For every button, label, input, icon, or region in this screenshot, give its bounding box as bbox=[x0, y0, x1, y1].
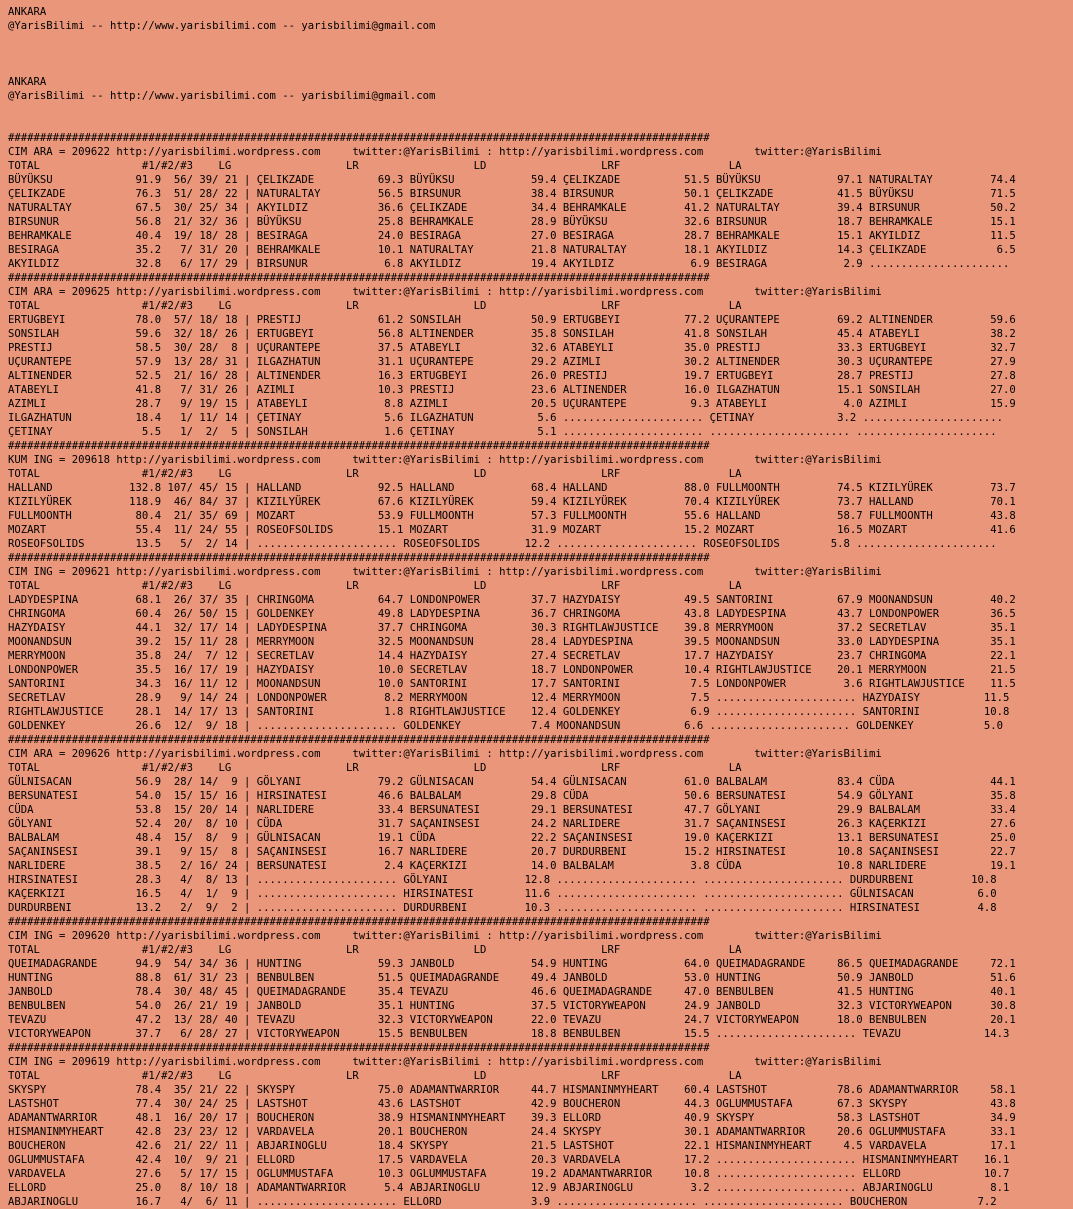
table-row: BALBALAM 48.4 15/ 8/ 9 | GÜLNISACAN 19.1 CÜDA 22.2 SAÇANINSESI 19.0 KAÇERKIZI 13.1 BERSUNATESI 25.0 bbox=[8, 832, 1016, 844]
column-header: TOTAL #1/#2/#3 LG LR LD LRF LA bbox=[8, 762, 742, 774]
table-row: BENBULBEN 54.0 26/ 21/ 19 | JANBOLD 35.1 HUNTING 37.5 VICTORYWEAPON 24.9 JANBOLD 32.3 VICTORYWEAPON 30.8 bbox=[8, 1000, 1016, 1012]
table-row: BESIRAGA 35.2 7/ 31/ 20 | BEHRAMKALE 10.1 NATURALTAY 21.8 NATURALTAY 18.1 AKYILDIZ 14.3 ÇELIKZADE 6.5 bbox=[8, 244, 1016, 256]
table-row: LASTSHOT 77.4 30/ 24/ 25 | LASTSHOT 43.6 LASTSHOT 42.9 BOUCHERON 44.3 OGLUMMUSTAFA 67.3 SKYSPY 43.8 bbox=[8, 1098, 1016, 1110]
race-heading: CIM ING = 209620 http://yarisbilimi.wordpress.com twitter:@YarisBilimi : http://yarisbilimi.wordpress.com twitter:@YarisBilimi bbox=[8, 930, 882, 942]
table-row: ALTINENDER 52.5 21/ 16/ 28 | ALTINENDER 16.3 ERTUGBEYI 26.0 PRESTIJ 19.7 ERTUGBEYI 28.7 PRESTIJ 27.8 bbox=[8, 370, 1016, 382]
table-row: KAÇERKIZI 16.5 4/ 1/ 9 | ...................... HIRSINATESI 11.6 ...................... ...................... GÜLNISACAN 6.0 bbox=[8, 888, 997, 900]
column-header: TOTAL #1/#2/#3 LG LR LD LRF LA bbox=[8, 160, 742, 172]
table-row: RIGHTLAWJUSTICE 28.1 14/ 17/ 13 | SANTORINI 1.8 RIGHTLAWJUSTICE 12.4 GOLDENKEY 6.9 ...................... SANTORINI 10.8 bbox=[8, 706, 1010, 718]
table-row: TEVAZU 47.2 13/ 28/ 40 | TEVAZU 32.3 VICTORYWEAPON 22.0 TEVAZU 24.7 VICTORYWEAPON 18.0 BENBULBEN 20.1 bbox=[8, 1014, 1016, 1026]
table-row: GÖLYANI 52.4 20/ 8/ 10 | CÜDA 31.7 SAÇANINSESI 24.2 NARLIDERE 31.7 SAÇANINSESI 26.3 KAÇERKIZI 27.6 bbox=[8, 818, 1016, 830]
race-heading: CIM ARA = 209622 http://yarisbilimi.wordpress.com twitter:@YarisBilimi : http://yarisbilimi.wordpress.com twitter:@YarisBilimi bbox=[8, 146, 882, 158]
table-row: NARLIDERE 38.5 2/ 16/ 24 | BERSUNATESI 2.4 KAÇERKIZI 14.0 BALBALAM 3.8 CÜDA 10.8 NARLIDERE 19.1 bbox=[8, 860, 1016, 872]
table-row: QUEIMADAGRANDE 94.9 54/ 34/ 36 | HUNTING 59.3 JANBOLD 54.9 HUNTING 64.0 QUEIMADAGRANDE 86.5 QUEIMADAGRANDE 72.1 bbox=[8, 958, 1016, 970]
table-row: KIZILYÜREK 118.9 46/ 84/ 37 | KIZILYÜREK 67.6 KIZILYÜREK 59.4 KIZILYÜREK 70.4 KIZILYÜREK 73.7 HALLAND 70.1 bbox=[8, 496, 1016, 508]
table-row: NATURALTAY 67.5 30/ 25/ 34 | AKYILDIZ 36.6 ÇELIKZADE 34.4 BEHRAMKALE 41.2 NATURALTAY 39.4 BIRSUNUR 50.2 bbox=[8, 202, 1016, 214]
table-row: ADAMANTWARRIOR 48.1 16/ 20/ 17 | BOUCHERON 38.9 HISMANINMYHEART 39.3 ELLORD 40.9 SKYSPY 58.3 LASTSHOT 34.9 bbox=[8, 1112, 1016, 1124]
table-row: OGLUMMUSTAFA 42.4 10/ 9/ 21 | ELLORD 17.5 VARDAVELA 20.3 VARDAVELA 17.2 ...................... HISMANINMYHEART 16.1 bbox=[8, 1154, 1010, 1166]
document-body bbox=[8, 5, 1016, 1209]
table-row: SKYSPY 78.4 35/ 21/ 22 | SKYSPY 75.0 ADAMANTWARRIOR 44.7 HISMANINMYHEART 60.4 LASTSHOT 78.6 ADAMANTWARRIOR 58.1 bbox=[8, 1084, 1016, 1096]
header-contact: @YarisBilimi -- http://www.yarisbilimi.com -- yarisbilimi@gmail.com bbox=[8, 90, 436, 102]
table-row: HALLAND 132.8 107/ 45/ 15 | HALLAND 92.5 HALLAND 68.4 HALLAND 88.0 FULLMOONTH 74.5 KIZILYÜREK 73.7 bbox=[8, 482, 1016, 494]
table-row: ELLORD 25.0 8/ 10/ 18 | ADAMANTWARRIOR 5.4 ABJARINOGLU 12.9 ABJARINOGLU 3.2 ...................... ABJARINOGLU 8.1 bbox=[8, 1182, 1010, 1194]
table-row: BEHRAMKALE 40.4 19/ 18/ 28 | BESIRAGA 24.0 BESIRAGA 27.0 BESIRAGA 28.7 BEHRAMKALE 15.1 AKYILDIZ 11.5 bbox=[8, 230, 1016, 242]
table-row: ÇETINAY 5.5 1/ 2/ 5 | SONSILAH 1.6 ÇETINAY 5.1 ...................... ...................... ...................... bbox=[8, 426, 997, 438]
header-city: ANKARA bbox=[8, 76, 47, 88]
table-row: BERSUNATESI 54.0 15/ 15/ 16 | HIRSINATESI 46.6 BALBALAM 29.8 CÜDA 50.6 BERSUNATESI 54.9 GÖLYANI 35.8 bbox=[8, 790, 1016, 802]
table-row: LADYDESPINA 68.1 26/ 37/ 35 | CHRINGOMA 64.7 LONDONPOWER 37.7 HAZYDAISY 49.5 SANTORINI 67.9 MOONANDSUN 40.2 bbox=[8, 594, 1016, 606]
table-row: BIRSUNUR 56.8 21/ 32/ 36 | BÜYÜKSU 25.8 BEHRAMKALE 28.9 BÜYÜKSU 32.6 BIRSUNUR 18.7 BEHRAMKALE 15.1 bbox=[8, 216, 1016, 228]
table-row: SAÇANINSESI 39.1 9/ 15/ 8 | SAÇANINSESI 16.7 NARLIDERE 20.7 DURDURBENI 15.2 HIRSINATESI 10.8 SAÇANINSESI 22.7 bbox=[8, 846, 1016, 858]
table-row: LONDONPOWER 35.5 16/ 17/ 19 | HAZYDAISY 10.0 SECRETLAV 18.7 LONDONPOWER 10.4 RIGHTLAWJUSTICE 20.1 MERRYMOON 21.5 bbox=[8, 664, 1016, 676]
table-row: ATABEYLI 41.8 7/ 31/ 26 | AZIMLI 10.3 PRESTIJ 23.6 ALTINENDER 16.0 ILGAZHATUN 15.1 SONSILAH 27.0 bbox=[8, 384, 1016, 396]
table-row: MERRYMOON 35.8 24/ 7/ 12 | SECRETLAV 14.4 HAZYDAISY 27.4 SECRETLAV 17.7 HAZYDAISY 23.7 CHRINGOMA 22.1 bbox=[8, 650, 1016, 662]
race-heading: CIM ARA = 209626 http://yarisbilimi.wordpress.com twitter:@YarisBilimi : http://yarisbilimi.wordpress.com twitter:@YarisBilimi bbox=[8, 748, 882, 760]
table-row: MOONANDSUN 39.2 15/ 11/ 28 | MERRYMOON 32.5 MOONANDSUN 28.4 LADYDESPINA 39.5 MOONANDSUN 33.0 LADYDESPINA 35.1 bbox=[8, 636, 1016, 648]
table-row: SANTORINI 34.3 16/ 11/ 12 | MOONANDSUN 10.0 SANTORINI 17.7 SANTORINI 7.5 LONDONPOWER 3.6 RIGHTLAWJUSTICE 11.5 bbox=[8, 678, 1016, 690]
column-header: TOTAL #1/#2/#3 LG LR LD LRF LA bbox=[8, 300, 742, 312]
table-row: SECRETLAV 28.9 9/ 14/ 24 | LONDONPOWER 8.2 MERRYMOON 12.4 MERRYMOON 7.5 ...................... HAZYDAISY 11.5 bbox=[8, 692, 1010, 704]
separator-line: ############################################################################################################## bbox=[8, 734, 710, 746]
separator-line: ############################################################################################################## bbox=[8, 552, 710, 564]
table-row: VICTORYWEAPON 37.7 6/ 28/ 27 | VICTORYWEAPON 15.5 BENBULBEN 18.8 BENBULBEN 15.5 ...................... TEVAZU 14.3 bbox=[8, 1028, 1010, 1040]
table-row: FULLMOONTH 80.4 21/ 35/ 69 | MOZART 53.9 FULLMOONTH 57.3 FULLMOONTH 55.6 HALLAND 58.7 FULLMOONTH 43.8 bbox=[8, 510, 1016, 522]
table-row: VARDAVELA 27.6 5/ 17/ 15 | OGLUMMUSTAFA 10.3 OGLUMMUSTAFA 19.2 ADAMANTWARRIOR 10.8 ...................... ELLORD 10.7 bbox=[8, 1168, 1010, 1180]
blank-line bbox=[8, 47, 1016, 61]
blank-line bbox=[8, 33, 1016, 47]
blank-line bbox=[8, 61, 1016, 75]
race-heading: CIM ING = 209619 http://yarisbilimi.wordpress.com twitter:@YarisBilimi : http://yarisbilimi.wordpress.com twitter:@YarisBilimi bbox=[8, 1056, 882, 1068]
table-row: HISMANINMYHEART 42.8 23/ 23/ 12 | VARDAVELA 20.1 BOUCHERON 24.4 SKYSPY 30.1 ADAMANTWARRIOR 20.6 OGLUMMUSTAFA 33.1 bbox=[8, 1126, 1016, 1138]
blank-line bbox=[8, 103, 1016, 117]
table-row: ÇELIKZADE 76.3 51/ 28/ 22 | NATURALTAY 56.5 BIRSUNUR 38.4 BIRSUNUR 50.1 ÇELIKZADE 41.5 BÜYÜKSU 71.5 bbox=[8, 188, 1016, 200]
table-row: ERTUGBEYI 78.0 57/ 18/ 18 | PRESTIJ 61.2 SONSILAH 50.9 ERTUGBEYI 77.2 UÇURANTEPE 69.2 ALTINENDER 59.6 bbox=[8, 314, 1016, 326]
table-row: BÜYÜKSU 91.9 56/ 39/ 21 | ÇELIKZADE 69.3 BÜYÜKSU 59.4 ÇELIKZADE 51.5 BÜYÜKSU 97.1 NATURALTAY 74.4 bbox=[8, 174, 1016, 186]
table-row: DURDURBENI 13.2 2/ 9/ 2 | ...................... DURDURBENI 10.3 ...................... ...................... HIRSINATESI 4.8 bbox=[8, 902, 997, 914]
table-row: HIRSINATESI 28.3 4/ 8/ 13 | ...................... GÖLYANI 12.8 ...................... ...................... DURDURBENI 10.8 bbox=[8, 874, 997, 886]
table-row: AKYILDIZ 32.8 6/ 17/ 29 | BIRSUNUR 6.8 AKYILDIZ 19.4 AKYILDIZ 6.9 BESIRAGA 2.9 ...................... bbox=[8, 258, 1010, 270]
table-row: CHRINGOMA 60.4 26/ 50/ 15 | GOLDENKEY 49.8 LADYDESPINA 36.7 CHRINGOMA 43.8 LADYDESPINA 43.7 LONDONPOWER 36.5 bbox=[8, 608, 1016, 620]
blank-line bbox=[8, 117, 1016, 131]
race-heading: CIM ARA = 209625 http://yarisbilimi.wordpress.com twitter:@YarisBilimi : http://yarisbilimi.wordpress.com twitter:@YarisBilimi bbox=[8, 286, 882, 298]
table-row: PRESTIJ 58.5 30/ 28/ 8 | UÇURANTEPE 37.5 ATABEYLI 32.6 ATABEYLI 35.0 PRESTIJ 33.3 ERTUGBEYI 32.7 bbox=[8, 342, 1016, 354]
separator-line: ############################################################################################################## bbox=[8, 132, 710, 144]
table-row: ABJARINOGLU 16.7 4/ 6/ 11 | ...................... ELLORD 3.9 ...................... ...................... BOUCHERON 7.2 bbox=[8, 1196, 997, 1208]
table-row: GÜLNISACAN 56.9 28/ 14/ 9 | GÖLYANI 79.2 GÜLNISACAN 54.4 GÜLNISACAN 61.0 BALBALAM 83.4 CÜDA 44.1 bbox=[8, 776, 1016, 788]
table-row: GOLDENKEY 26.6 12/ 9/ 18 | ...................... GOLDENKEY 7.4 MOONANDSUN 6.6 ...................... GOLDENKEY 5.0 bbox=[8, 720, 1003, 732]
table-row: CÜDA 53.8 15/ 20/ 14 | NARLIDERE 33.4 BERSUNATESI 29.1 BERSUNATESI 47.7 GÖLYANI 29.9 BALBALAM 33.4 bbox=[8, 804, 1016, 816]
separator-line: ############################################################################################################## bbox=[8, 916, 710, 928]
table-row: UÇURANTEPE 57.9 13/ 28/ 31 | ILGAZHATUN 31.1 UÇURANTEPE 29.2 AZIMLI 30.2 ALTINENDER 30.3 UÇURANTEPE 27.9 bbox=[8, 356, 1016, 368]
column-header: TOTAL #1/#2/#3 LG LR LD LRF LA bbox=[8, 1070, 742, 1082]
table-row: SONSILAH 59.6 32/ 18/ 26 | ERTUGBEYI 56.8 ALTINENDER 35.8 SONSILAH 41.8 SONSILAH 45.4 ATABEYLI 38.2 bbox=[8, 328, 1016, 340]
separator-line: ############################################################################################################## bbox=[8, 1042, 710, 1054]
separator-line: ############################################################################################################## bbox=[8, 272, 710, 284]
table-row: AZIMLI 28.7 9/ 19/ 15 | ATABEYLI 8.8 AZIMLI 20.5 UÇURANTEPE 9.3 ATABEYLI 4.0 AZIMLI 15.9 bbox=[8, 398, 1016, 410]
column-header: TOTAL #1/#2/#3 LG LR LD LRF LA bbox=[8, 468, 742, 480]
table-row: JANBOLD 78.4 30/ 48/ 45 | QUEIMADAGRANDE 35.4 TEVAZU 46.6 QUEIMADAGRANDE 47.0 BENBULBEN 41.5 HUNTING 40.1 bbox=[8, 986, 1016, 998]
table-row: ILGAZHATUN 18.4 1/ 11/ 14 | ÇETINAY 5.6 ILGAZHATUN 5.6 ...................... ÇETINAY 3.2 ...................... bbox=[8, 412, 1003, 424]
table-row: HAZYDAISY 44.1 32/ 17/ 14 | LADYDESPINA 37.7 CHRINGOMA 30.3 RIGHTLAWJUSTICE 39.8 MERRYMOON 37.2 SECRETLAV 35.1 bbox=[8, 622, 1016, 634]
header-city: ANKARA bbox=[8, 6, 47, 18]
table-row: ROSEOFSOLIDS 13.5 5/ 2/ 14 | ...................... ROSEOFSOLIDS 12.2 ...................... ROSEOFSOLIDS 5.8 ...................... bbox=[8, 538, 997, 550]
race-heading: KUM ING = 209618 http://yarisbilimi.wordpress.com twitter:@YarisBilimi : http://yarisbilimi.wordpress.com twitter:@YarisBilimi bbox=[8, 454, 882, 466]
header-contact: @YarisBilimi -- http://www.yarisbilimi.com -- yarisbilimi@gmail.com bbox=[8, 20, 436, 32]
race-heading: CIM ING = 209621 http://yarisbilimi.wordpress.com twitter:@YarisBilimi : http://yarisbilimi.wordpress.com twitter:@YarisBilimi bbox=[8, 566, 882, 578]
column-header: TOTAL #1/#2/#3 LG LR LD LRF LA bbox=[8, 580, 742, 592]
table-row: MOZART 55.4 11/ 24/ 55 | ROSEOFSOLIDS 15.1 MOZART 31.9 MOZART 15.2 MOZART 16.5 MOZART 41.6 bbox=[8, 524, 1016, 536]
separator-line: ############################################################################################################## bbox=[8, 440, 710, 452]
table-row: BOUCHERON 42.6 21/ 22/ 11 | ABJARINOGLU 18.4 SKYSPY 21.5 LASTSHOT 22.1 HISMANINMYHEART 4.5 VARDAVELA 17.1 bbox=[8, 1140, 1016, 1152]
column-header: TOTAL #1/#2/#3 LG LR LD LRF LA bbox=[8, 944, 742, 956]
table-row: HUNTING 88.8 61/ 31/ 23 | BENBULBEN 51.5 QUEIMADAGRANDE 49.4 JANBOLD 53.0 HUNTING 50.9 JANBOLD 51.6 bbox=[8, 972, 1016, 984]
